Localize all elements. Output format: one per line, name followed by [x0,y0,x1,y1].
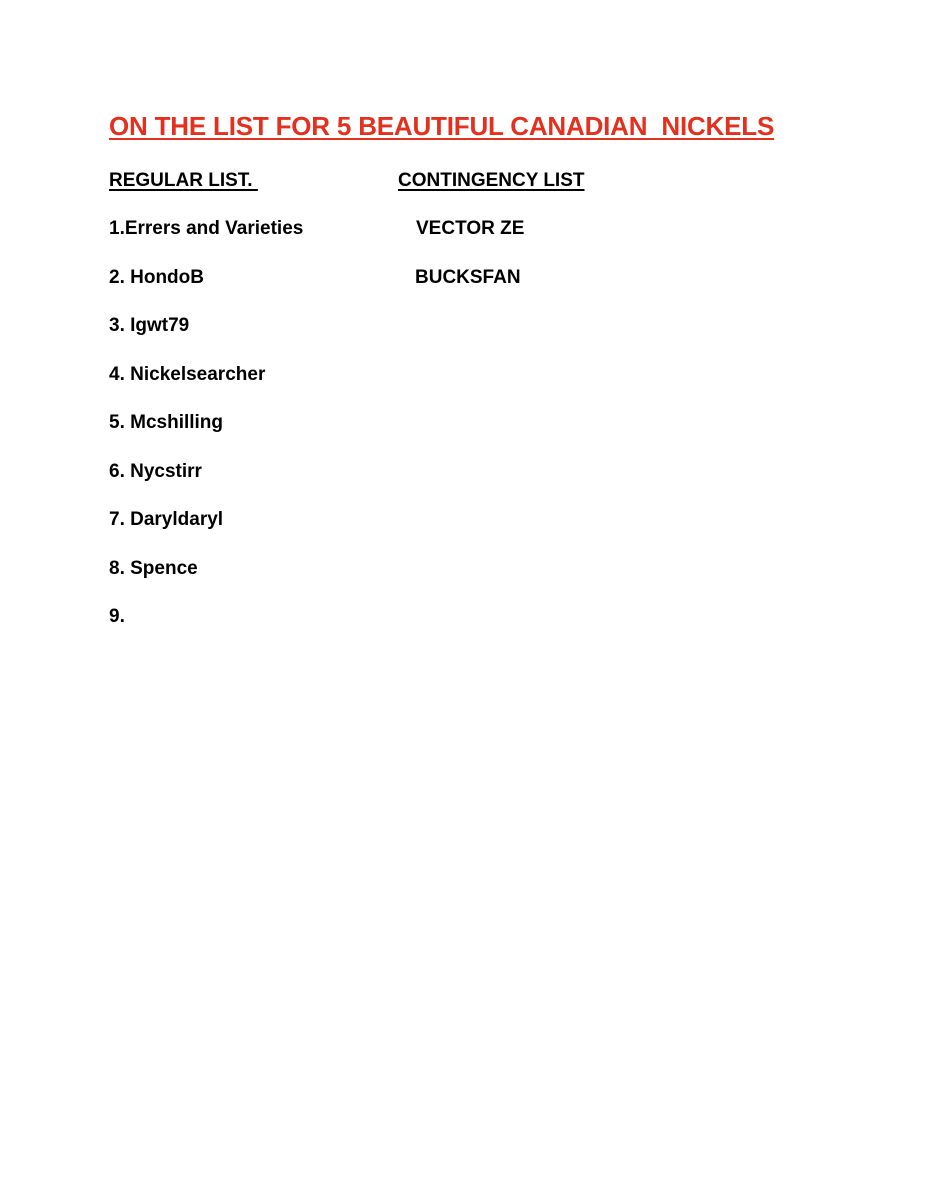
regular-list-item: 7. Daryldaryl [109,509,224,530]
regular-list-item: 9. [109,606,125,627]
regular-list-item: 2. HondoB [109,267,204,288]
regular-list-item: 5. Mcshilling [109,412,224,433]
regular-list-item: 8. Spence [109,558,198,579]
regular-list-heading: REGULAR LIST. [109,170,258,191]
contingency-list-item: VECTOR ZE [416,218,525,239]
page-title: ON THE LIST FOR 5 BEAUTIFUL CANADIAN NICKELS [109,111,775,141]
regular-list-item: 1.Errers and Varieties [109,218,304,239]
regular-list-item: 6. Nycstirr [109,461,202,482]
regular-list-item: 4. Nickelsearcher [109,364,266,385]
contingency-list-item: BUCKSFAN [415,267,521,288]
regular-list-item: 3. Igwt79 [109,315,190,336]
contingency-list-heading: CONTINGENCY LIST [398,170,585,191]
